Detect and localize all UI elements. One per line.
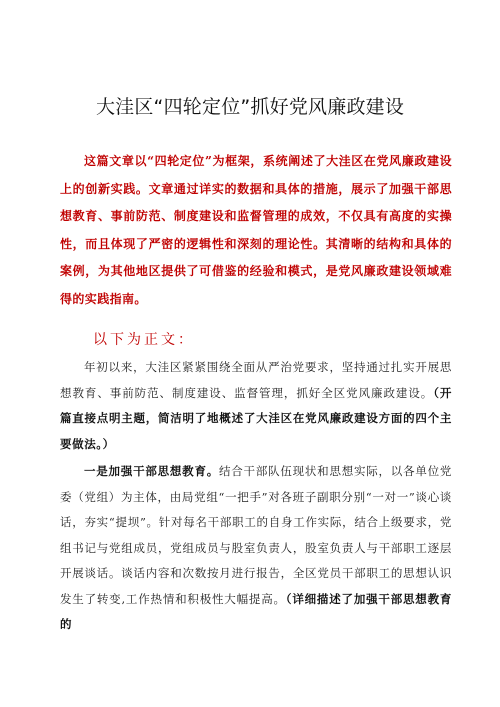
paragraph-1-text: 年初以来，大洼区紧紧围绕全面从严治党要求，坚持通过扎实开展思想教育、事前防范、制度建设、监督管理，抓好全区党风廉政建设。 [60, 360, 452, 400]
paragraph-1-annotation: （开篇直接点明主题，简洁明了地概述了大洼区在党风廉政建设方面的四个主要做法。） [60, 385, 452, 451]
body-paragraph-1 [60, 355, 452, 457]
body-paragraph-2 [60, 459, 452, 638]
document-title: 大洼区“四轮定位”抓好党风廉政建设 [95, 96, 405, 118]
paragraph-2-lead: 一是加强干部思想教育。 [84, 464, 219, 478]
paragraph-2-annotation: （详细描述了加强干部思想教育的 [60, 591, 452, 631]
section-heading: 以下为正文： [93, 332, 195, 348]
summary-paragraph: 这篇文章以“四轮定位”为框架，系统阐述了大洼区在党风廉政建设上的创新实践。文章通过详实的数据和具体的措施，展示了加强干部思想教育、事前防范、制度建设和监督管理的成效，不仅具有高度的实操性，而且体现了严密的逻辑性和深刻的理论性。其清晰的结构和具体的案例，为其他地区提供了可借鉴的经验和模式，是党风廉政建设领域难得的实践指南。 [60, 154, 452, 306]
paragraph-2-text: 结合干部队伍现状和思想实际，以各单位党委（党组）为主体，由局党组“一把手”对各班子副职分别“一对一”谈心谈话，夯实“提坝”。针对每名干部职工的自身工作实际，结合上级要求，党组书记与党组成员，党组成员与股室负责人，股室负责人与干部职工逐层开展谈话。谈话内容和次数按月进行报告，全区党员干部职工的思想认识发生了转变,工作热情和积极性大幅提高。 [60, 464, 452, 606]
